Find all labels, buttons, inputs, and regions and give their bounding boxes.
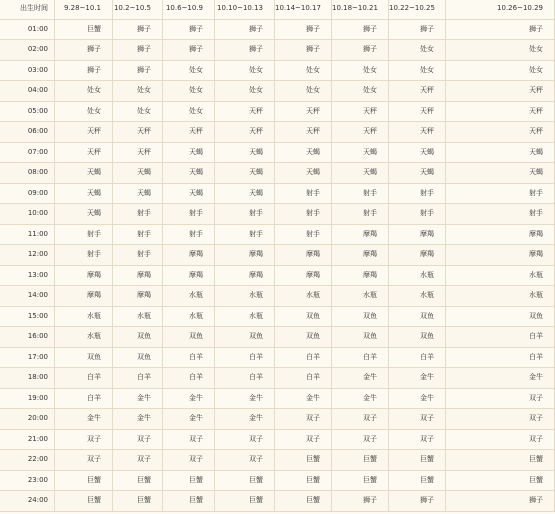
- rising-sign-cell: 摩羯: [275, 265, 332, 286]
- rising-sign-cell: 处女: [215, 81, 275, 102]
- rising-sign-cell: 天秤: [446, 81, 555, 102]
- table-row: [0, 470, 555, 491]
- rising-sign-cell: 天蝎: [275, 163, 332, 184]
- rising-sign-cell: 金牛: [215, 388, 275, 409]
- rising-sign-cell: 水瓶: [275, 286, 332, 307]
- rising-sign-cell: 双鱼: [389, 327, 446, 348]
- rising-sign-cell: 金牛: [113, 409, 163, 430]
- table-row: [0, 60, 555, 81]
- rising-sign-cell: 射手: [215, 224, 275, 245]
- birth-time-cell: 04:00: [0, 81, 55, 102]
- birth-time-cell: 11:00: [0, 224, 55, 245]
- rising-sign-cell: 天蝎: [215, 163, 275, 184]
- rising-sign-cell: 射手: [215, 204, 275, 225]
- table-row: [0, 40, 555, 61]
- rising-sign-cell: 双子: [389, 429, 446, 450]
- rising-sign-cell: 金牛: [332, 368, 389, 389]
- rising-sign-cell: 金牛: [163, 409, 215, 430]
- rising-sign-cell: 天蝎: [215, 183, 275, 204]
- rising-sign-cell: 水瓶: [113, 306, 163, 327]
- rising-sign-cell: 摩羯: [215, 265, 275, 286]
- rising-sign-cell: 天秤: [163, 122, 215, 143]
- rising-sign-cell: 巨蟹: [113, 470, 163, 491]
- rising-sign-cell: 狮子: [446, 19, 555, 40]
- rising-sign-cell: 白羊: [215, 368, 275, 389]
- rising-sign-cell: 摩羯: [446, 224, 555, 245]
- rising-sign-cell: 狮子: [163, 19, 215, 40]
- rising-sign-cell: 射手: [55, 224, 113, 245]
- birth-time-cell: 09:00: [0, 183, 55, 204]
- birth-time-cell: 05:00: [0, 101, 55, 122]
- rising-sign-cell: 水瓶: [446, 286, 555, 307]
- rising-sign-cell: 金牛: [332, 388, 389, 409]
- rising-sign-cell: 巨蟹: [113, 491, 163, 512]
- rising-sign-cell: 天蝎: [55, 204, 113, 225]
- rising-sign-cell: 天秤: [332, 122, 389, 143]
- rising-sign-cell: 处女: [163, 81, 215, 102]
- rising-sign-cell: 天秤: [389, 101, 446, 122]
- rising-sign-cell: 巨蟹: [275, 450, 332, 471]
- rising-sign-cell: 水瓶: [332, 286, 389, 307]
- rising-sign-cell: 天蝎: [113, 163, 163, 184]
- rising-sign-cell: 狮子: [275, 19, 332, 40]
- rising-sign-cell: 双子: [332, 429, 389, 450]
- rising-sign-cell: 天秤: [55, 142, 113, 163]
- rising-sign-cell: 摩羯: [446, 245, 555, 266]
- birth-time-cell: 20:00: [0, 409, 55, 430]
- rising-sign-cell: 天蝎: [113, 183, 163, 204]
- rising-sign-cell: 处女: [55, 81, 113, 102]
- rising-sign-cell: 天蝎: [163, 142, 215, 163]
- rising-sign-cell: 狮子: [332, 40, 389, 61]
- rising-sign-cell: 双子: [215, 450, 275, 471]
- rising-sign-cell: 摩羯: [332, 224, 389, 245]
- rising-sign-cell: 处女: [446, 60, 555, 81]
- rising-sign-cell: 白羊: [163, 347, 215, 368]
- rising-sign-cell: 狮子: [113, 40, 163, 61]
- table-row: [0, 101, 555, 122]
- rising-sign-cell: 双子: [55, 450, 113, 471]
- rising-sign-cell: 射手: [275, 183, 332, 204]
- rising-sign-cell: 摩羯: [215, 245, 275, 266]
- rising-sign-cell: 天秤: [275, 101, 332, 122]
- rising-sign-cell: 狮子: [55, 60, 113, 81]
- rising-sign-cell: 白羊: [275, 368, 332, 389]
- rising-sign-cell: 射手: [55, 245, 113, 266]
- rising-sign-cell: 白羊: [163, 368, 215, 389]
- rising-sign-cell: 狮子: [275, 40, 332, 61]
- table-row: [0, 183, 555, 204]
- rising-sign-cell: 金牛: [389, 368, 446, 389]
- rising-sign-cell: 天蝎: [389, 163, 446, 184]
- rising-sign-cell: 白羊: [55, 368, 113, 389]
- rising-sign-cell: 金牛: [275, 388, 332, 409]
- rising-sign-cell: 处女: [275, 81, 332, 102]
- rising-sign-cell: 天秤: [389, 81, 446, 102]
- table-row: [0, 265, 555, 286]
- rising-sign-cell: 天秤: [113, 122, 163, 143]
- rising-sign-cell: 摩羯: [55, 286, 113, 307]
- rising-sign-cell: 天秤: [275, 122, 332, 143]
- rising-sign-cell: 射手: [113, 224, 163, 245]
- table-row: [0, 142, 555, 163]
- rising-sign-cell: 白羊: [113, 368, 163, 389]
- rising-sign-cell: 狮子: [332, 491, 389, 512]
- rising-sign-cell: 水瓶: [55, 327, 113, 348]
- birth-time-cell: 21:00: [0, 429, 55, 450]
- header-date-range: 10.6~10.9: [163, 0, 215, 19]
- rising-sign-cell: 射手: [113, 245, 163, 266]
- birth-time-cell: 08:00: [0, 163, 55, 184]
- header-birth-time: 出生时间: [0, 0, 55, 19]
- rising-sign-cell: 狮子: [389, 19, 446, 40]
- rising-sign-cell: 双子: [275, 429, 332, 450]
- rising-sign-cell: 巨蟹: [163, 491, 215, 512]
- rising-sign-cell: 水瓶: [163, 286, 215, 307]
- rising-sign-cell: 水瓶: [389, 265, 446, 286]
- rising-sign-cell: 白羊: [446, 327, 555, 348]
- table-row: [0, 306, 555, 327]
- rising-sign-cell: 处女: [215, 60, 275, 81]
- rising-sign-cell: 水瓶: [163, 306, 215, 327]
- rising-sign-cell: 射手: [275, 224, 332, 245]
- rising-sign-cell: 狮子: [113, 60, 163, 81]
- rising-sign-cell: 金牛: [55, 409, 113, 430]
- rising-sign-cell: 天秤: [215, 122, 275, 143]
- header-date-range: 10.2~10.5: [113, 0, 163, 19]
- rising-sign-cell: 双子: [163, 450, 215, 471]
- rising-sign-cell: 狮子: [215, 40, 275, 61]
- rising-sign-cell: 天蝎: [446, 142, 555, 163]
- birth-time-cell: 15:00: [0, 306, 55, 327]
- rising-sign-cell: 射手: [389, 204, 446, 225]
- table-row: [0, 245, 555, 266]
- rising-sign-cell: 处女: [275, 60, 332, 81]
- rising-sign-cell: 双子: [163, 429, 215, 450]
- rising-sign-cell: 金牛: [163, 388, 215, 409]
- rising-sign-cell: 射手: [163, 204, 215, 225]
- birth-time-cell: 19:00: [0, 388, 55, 409]
- rising-sign-cell: 摩羯: [113, 265, 163, 286]
- birth-time-cell: 01:00: [0, 19, 55, 40]
- rising-sign-cell: 双子: [55, 429, 113, 450]
- rising-sign-cell: 天秤: [389, 122, 446, 143]
- rising-sign-cell: 白羊: [389, 347, 446, 368]
- table-row: [0, 450, 555, 471]
- rising-sign-cell: 双子: [446, 409, 555, 430]
- rising-sign-cell: 白羊: [215, 347, 275, 368]
- table-row: [0, 347, 555, 368]
- rising-sign-cell: 射手: [389, 183, 446, 204]
- rising-sign-cell: 射手: [113, 204, 163, 225]
- rising-sign-cell: 巨蟹: [389, 470, 446, 491]
- rising-sign-cell: 天蝎: [446, 163, 555, 184]
- rising-sign-cell: 摩羯: [163, 245, 215, 266]
- rising-sign-cell: 巨蟹: [163, 470, 215, 491]
- rising-sign-cell: 双子: [113, 429, 163, 450]
- rising-sign-cell: 天蝎: [275, 142, 332, 163]
- table-row: [0, 286, 555, 307]
- rising-sign-cell: 摩羯: [389, 245, 446, 266]
- rising-sign-cell: 摩羯: [113, 286, 163, 307]
- rising-sign-cell: 白羊: [275, 347, 332, 368]
- rising-sign-cell: 巨蟹: [55, 19, 113, 40]
- table-row: [0, 388, 555, 409]
- rising-sign-cell: 巨蟹: [446, 470, 555, 491]
- rising-sign-cell: 狮子: [55, 40, 113, 61]
- table-row: [0, 224, 555, 245]
- rising-sign-cell: 处女: [389, 40, 446, 61]
- rising-sign-cell: 天秤: [446, 122, 555, 143]
- rising-sign-cell: 射手: [275, 204, 332, 225]
- birth-time-cell: 06:00: [0, 122, 55, 143]
- table-row: [0, 368, 555, 389]
- birth-time-cell: 16:00: [0, 327, 55, 348]
- rising-sign-cell: 金牛: [113, 388, 163, 409]
- birth-time-cell: 07:00: [0, 142, 55, 163]
- rising-sign-cell: 巨蟹: [332, 470, 389, 491]
- rising-sign-cell: 巨蟹: [215, 491, 275, 512]
- rising-sign-cell: 巨蟹: [389, 450, 446, 471]
- rising-sign-cell: 天秤: [446, 101, 555, 122]
- rising-sign-cell: 双鱼: [163, 327, 215, 348]
- rising-sign-cell: 天蝎: [215, 142, 275, 163]
- rising-sign-cell: 天秤: [55, 122, 113, 143]
- rising-sign-cell: 双鱼: [332, 327, 389, 348]
- table-row: [0, 81, 555, 102]
- header-date-range: 10.26~10.29: [446, 0, 555, 19]
- rising-sign-cell: 处女: [389, 60, 446, 81]
- rising-sign-cell: 狮子: [446, 491, 555, 512]
- rising-sign-cell: 白羊: [55, 388, 113, 409]
- birth-time-cell: 23:00: [0, 470, 55, 491]
- rising-sign-cell: 天蝎: [163, 183, 215, 204]
- birth-time-cell: 03:00: [0, 60, 55, 81]
- rising-sign-cell: 狮子: [113, 19, 163, 40]
- birth-time-cell: 17:00: [0, 347, 55, 368]
- rising-sign-cell: 射手: [332, 204, 389, 225]
- rising-sign-cell: 天蝎: [163, 163, 215, 184]
- rising-sign-cell: 摩羯: [55, 265, 113, 286]
- rising-sign-cell: 水瓶: [446, 265, 555, 286]
- rising-sign-cell: 双鱼: [275, 327, 332, 348]
- rising-sign-cell: 巨蟹: [275, 470, 332, 491]
- rising-sign-cell: 双子: [446, 429, 555, 450]
- birth-time-cell: 12:00: [0, 245, 55, 266]
- header-row: [0, 0, 555, 19]
- table-row: [0, 163, 555, 184]
- rising-sign-cell: 水瓶: [215, 286, 275, 307]
- rising-sign-cell: 摩羯: [332, 245, 389, 266]
- table-row: [0, 429, 555, 450]
- rising-sign-cell: 天蝎: [332, 142, 389, 163]
- rising-sign-cell: 处女: [446, 40, 555, 61]
- rising-sign-cell: 天蝎: [332, 163, 389, 184]
- rising-sign-cell: 双鱼: [389, 306, 446, 327]
- rising-sign-cell: 天秤: [113, 142, 163, 163]
- rising-sign-cell: 摩羯: [275, 245, 332, 266]
- rising-sign-cell: 水瓶: [55, 306, 113, 327]
- table-row: [0, 19, 555, 40]
- rising-sign-cell: 金牛: [446, 368, 555, 389]
- header-date-range: 10.14~10.17: [275, 0, 332, 19]
- rising-sign-cell: 双鱼: [55, 347, 113, 368]
- rising-sign-cell: 白羊: [332, 347, 389, 368]
- table-row: [0, 409, 555, 430]
- rising-sign-cell: 处女: [113, 101, 163, 122]
- rising-sign-cell: 天蝎: [55, 183, 113, 204]
- birth-time-cell: 10:00: [0, 204, 55, 225]
- rising-sign-cell: 巨蟹: [55, 470, 113, 491]
- birth-time-cell: 02:00: [0, 40, 55, 61]
- rising-sign-cell: 双鱼: [113, 327, 163, 348]
- birth-time-cell: 18:00: [0, 368, 55, 389]
- table-body: [0, 19, 555, 511]
- rising-sign-cell: 射手: [446, 183, 555, 204]
- header-date-range: 10.10~10.13: [215, 0, 275, 19]
- header-date-range: 10.18~10.21: [332, 0, 389, 19]
- birth-time-cell: 24:00: [0, 491, 55, 512]
- rising-sign-cell: 摩羯: [163, 265, 215, 286]
- table-row: [0, 491, 555, 512]
- rising-sign-cell: 处女: [113, 81, 163, 102]
- rising-sign-cell: 射手: [446, 204, 555, 225]
- rising-sign-cell: 水瓶: [215, 306, 275, 327]
- rising-sign-cell: 巨蟹: [55, 491, 113, 512]
- rising-sign-cell: 处女: [332, 60, 389, 81]
- rising-sign-cell: 双子: [275, 409, 332, 430]
- rising-sign-cell: 射手: [163, 224, 215, 245]
- header-date-range: 9.28~10.1: [55, 0, 113, 19]
- rising-sign-cell: 摩羯: [389, 224, 446, 245]
- rising-sign-cell: 摩羯: [332, 265, 389, 286]
- rising-sign-cell: 天秤: [215, 101, 275, 122]
- rising-sign-cell: 巨蟹: [275, 491, 332, 512]
- rising-sign-cell: 狮子: [163, 40, 215, 61]
- rising-sign-cell: 白羊: [446, 347, 555, 368]
- header-date-range: 10.22~10.25: [389, 0, 446, 19]
- rising-sign-cell: 巨蟹: [215, 470, 275, 491]
- rising-sign-cell: 狮子: [215, 19, 275, 40]
- rising-sign-cell: 狮子: [389, 491, 446, 512]
- rising-sign-cell: 双子: [113, 450, 163, 471]
- birth-time-cell: 13:00: [0, 265, 55, 286]
- rising-sign-cell: 处女: [163, 101, 215, 122]
- rising-sign-cell: 双子: [389, 409, 446, 430]
- rising-sign-cell: 天秤: [332, 101, 389, 122]
- rising-sign-cell: 双鱼: [113, 347, 163, 368]
- rising-sign-cell: 双鱼: [215, 327, 275, 348]
- table-row: [0, 122, 555, 143]
- rising-sign-cell: 天蝎: [55, 163, 113, 184]
- birth-time-cell: 22:00: [0, 450, 55, 471]
- rising-sign-cell: 狮子: [332, 19, 389, 40]
- rising-sign-cell: 双子: [332, 409, 389, 430]
- rising-sign-cell: 处女: [332, 81, 389, 102]
- rising-sign-cell: 金牛: [215, 409, 275, 430]
- rising-sign-cell: 双子: [446, 388, 555, 409]
- rising-sign-cell: 天蝎: [389, 142, 446, 163]
- rising-sign-cell: 处女: [55, 101, 113, 122]
- rising-sign-cell: 金牛: [389, 388, 446, 409]
- table-row: [0, 327, 555, 348]
- rising-sign-cell: 射手: [332, 183, 389, 204]
- rising-sign-cell: 处女: [163, 60, 215, 81]
- rising-sign-cell: 双子: [215, 429, 275, 450]
- birth-time-cell: 14:00: [0, 286, 55, 307]
- table-row: [0, 204, 555, 225]
- rising-sign-cell: 巨蟹: [446, 450, 555, 471]
- rising-sign-cell: 巨蟹: [332, 450, 389, 471]
- rising-sign-cell: 双鱼: [446, 306, 555, 327]
- rising-sign-cell: 水瓶: [389, 286, 446, 307]
- rising-sign-cell: 双鱼: [332, 306, 389, 327]
- rising-sign-cell: 双鱼: [275, 306, 332, 327]
